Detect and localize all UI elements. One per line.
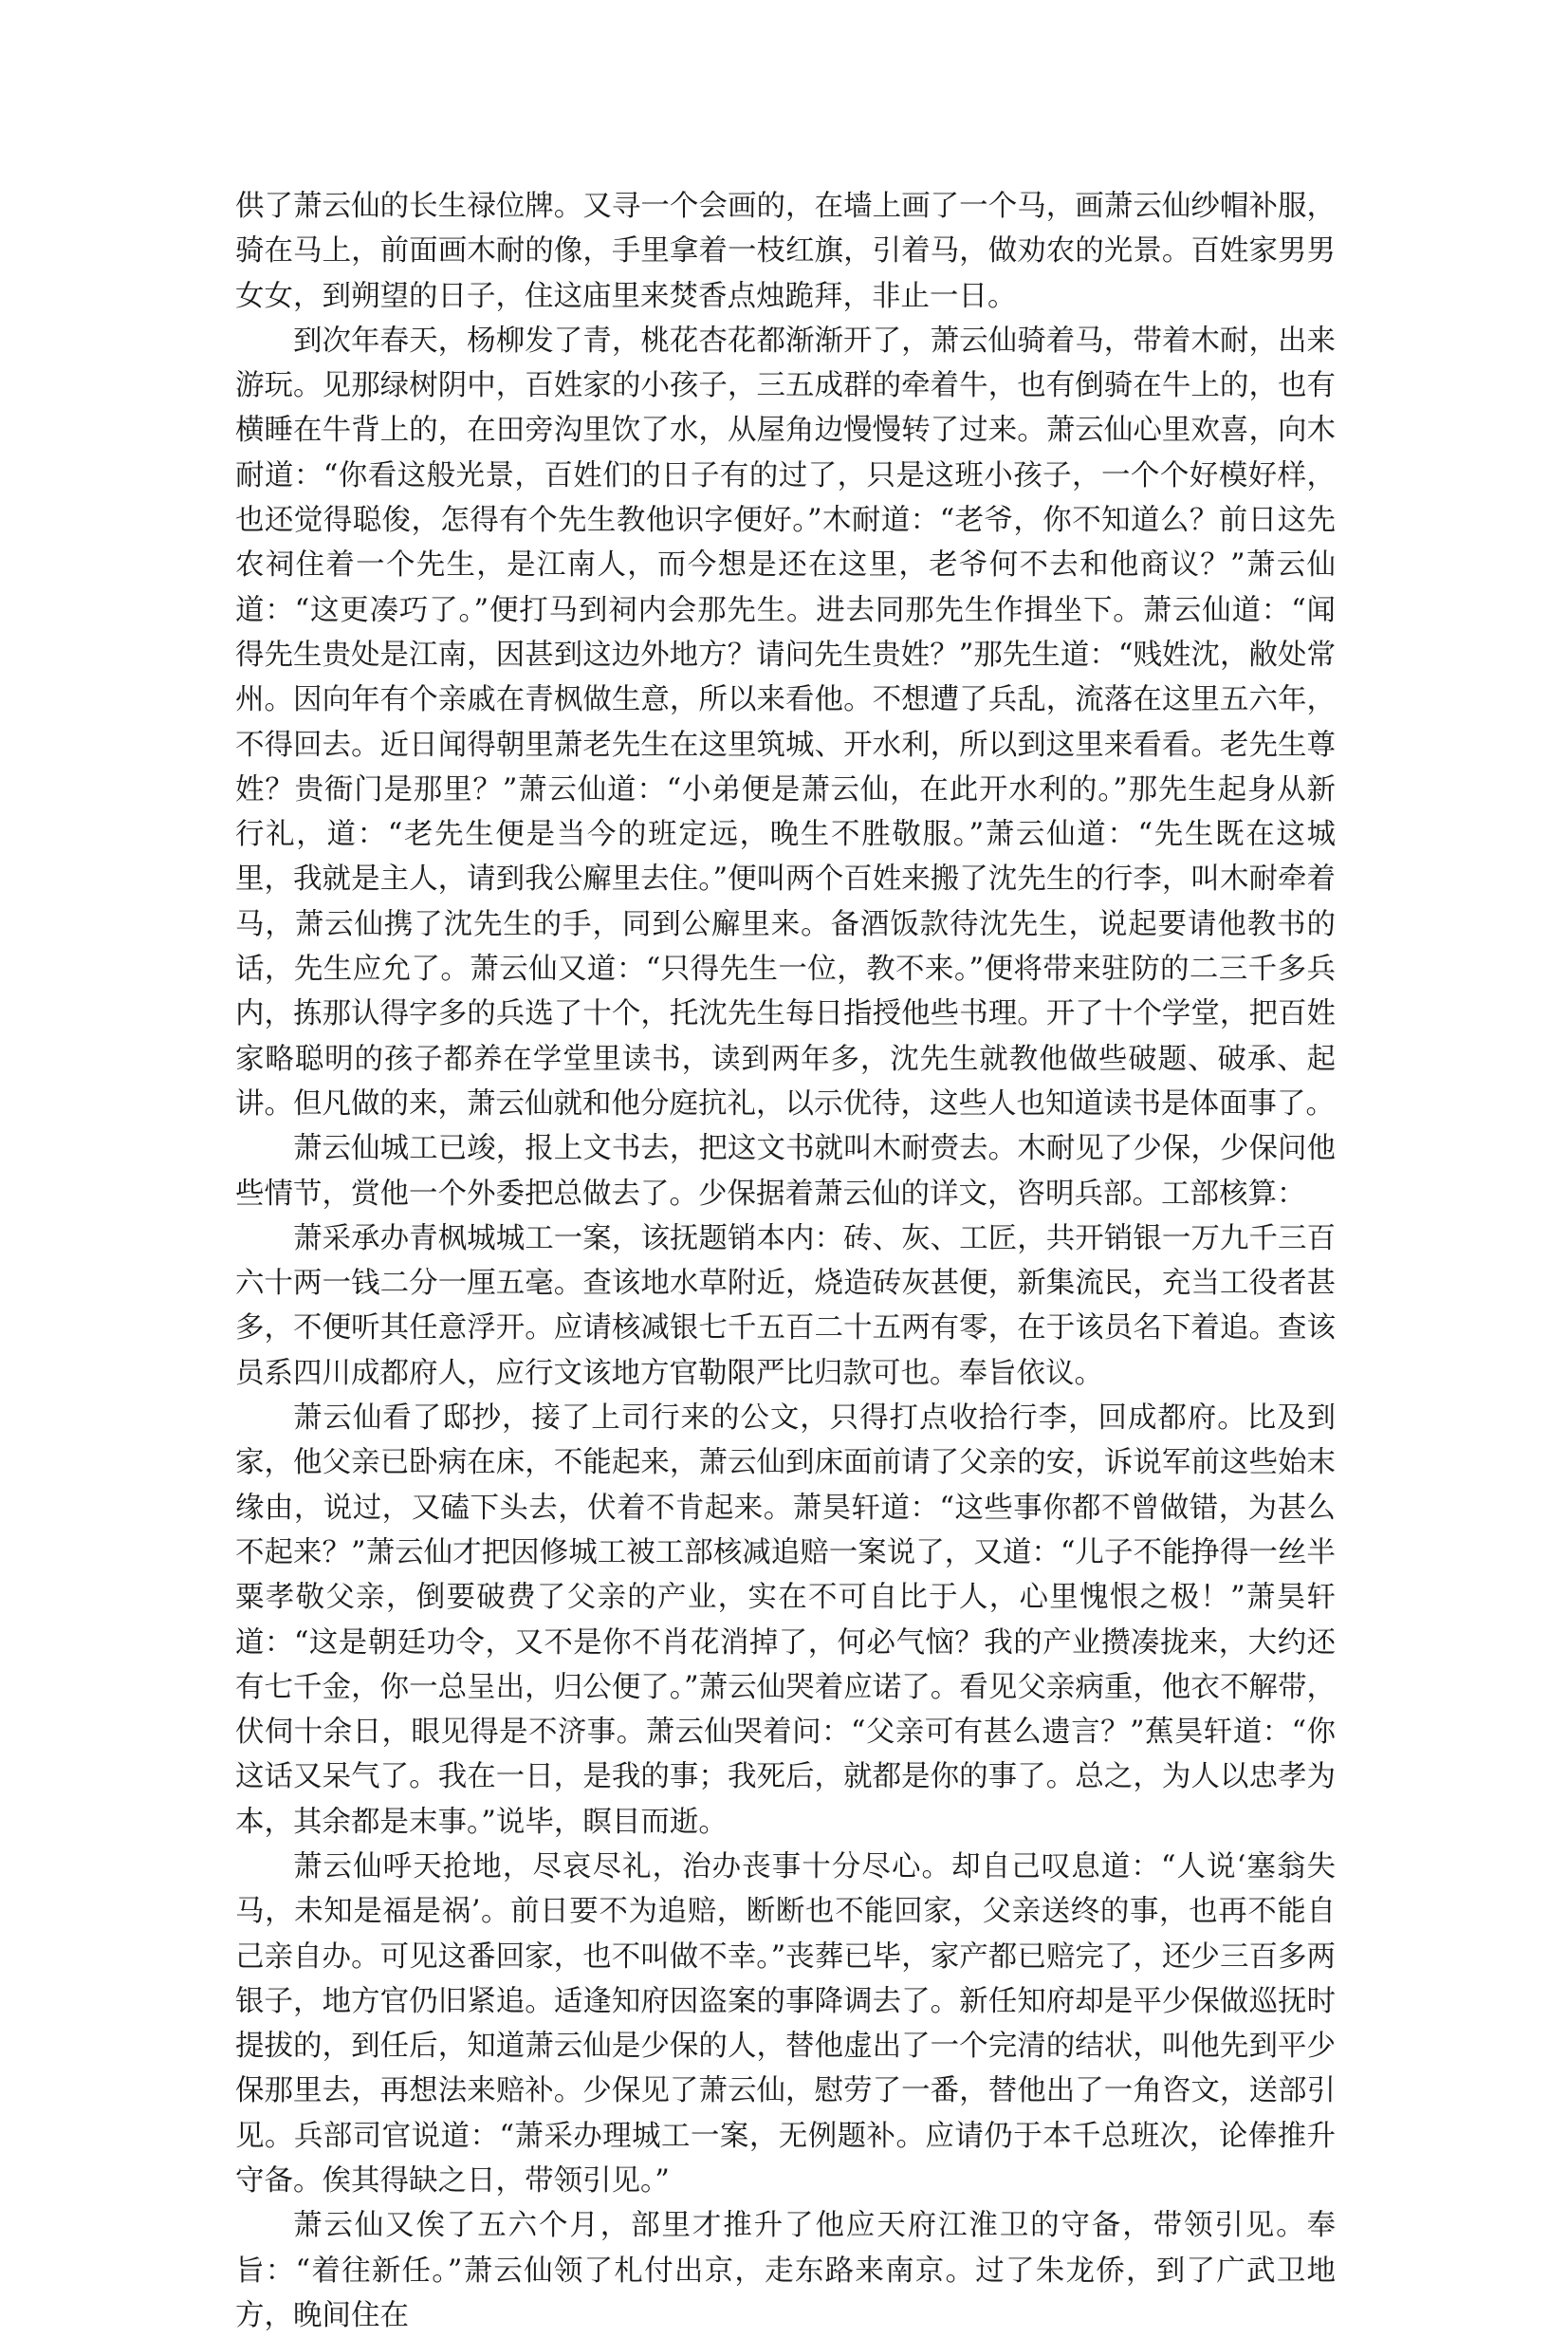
- paragraph-5: 萧云仙看了邸抄，接了上司行来的公文，只得打点收拾行李，回成都府。比及到家，他父亲已卧病在床，不能起来，萧云仙到床面前请了父亲的安，诉说军前这些始末缘由，说过，又磕下头去，伏着不肯起来。萧昊轩道：“这些事你都不曾做错，为甚么不起来？”萧云仙才把因修城工被工部核减追赔一案说了，又道：“儿子不能挣得一丝半粟孝敬父亲，倒要破费了父亲的产业，实在不可自比于人，心里愧恨之极！”萧昊轩道：“这是朝廷功令，又不是你不肖花消掉了，何必气恼？我的产业攒凑拢来，大约还有七千金，你一总呈出，归公便了。”萧云仙哭着应诺了。看见父亲病重，他衣不解带，伏伺十余日，眼见得是不济事。萧云仙哭着问：“父亲可有甚么遗言？”蕉昊轩道：“你这话又呆气了。我在一日，是我的事；我死后，就都是你的事了。总之，为人以忠孝为本，其余都是末事。”说毕，瞑目而逝。: [235, 1401, 1336, 1839]
- paragraph-1: 供了萧云仙的长生禄位牌。又寻一个会画的，在墙上画了一个马，画萧云仙纱帽补服，骑在马上，前面画木耐的像，手里拿着一枝红旗，引着马，做劝农的光景。百姓家男男女女，到朔望的日子，住这庙里来焚香点烛跪拜，非止一日。: [235, 190, 1336, 313]
- paragraph-3: 萧云仙城工已竣，报上文书去，把这文书就叫木耐赍去。木耐见了少保，少保问他些情节，赏他一个外委把总做去了。少保据着萧云仙的详文，咨明兵部。工部核算：: [235, 1132, 1336, 1211]
- paragraph-2: 到次年春天，杨柳发了青，桃花杏花都渐渐开了，萧云仙骑着马，带着木耐，出来游玩。见那绿树阴中，百姓家的小孩子，三五成群的牵着牛，也有倒骑在牛上的，也有横睡在牛背上的，在田旁沟里饮了水，从屋角边慢慢转了过来。萧云仙心里欢喜，向木耐道：“你看这般光景，百姓们的日子有的过了，只是这班小孩子，一个个好模好样，也还觉得聪俊，怎得有个先生教他识字便好。”木耐道：“老爷，你不知道么？前日这先农祠住着一个先生，是江南人，而今想是还在这里，老爷何不去和他商议？”萧云仙道：“这更凑巧了。”便打马到祠内会那先生。进去同那先生作揖坐下。萧云仙道：“闻得先生贵处是江南，因甚到这边外地方？请问先生贵姓？”那先生道：“贱姓沈，敝处常州。因向年有个亲戚在青枫做生意，所以来看他。不想遭了兵乱，流落在这里五六年，不得回去。近日闻得朝里萧老先生在这里筑城、开水利，所以到这里来看看。老先生尊姓？贵衙门是那里？”萧云仙道：“小弟便是萧云仙，在此开水利的。”那先生起身从新行礼，道：“老先生便是当今的班定远，晚生不胜敬服。”萧云仙道：“先生既在这城里，我就是主人，请到我公廨里去住。”便叫两个百姓来搬了沈先生的行李，叫木耐牵着马，萧云仙携了沈先生的手，同到公廨里来。备酒饭款待沈先生，说起要请他教书的话，先生应允了。萧云仙又道：“只得先生一位，教不来。”便将带来驻防的二三千多兵内，拣那认得字多的兵选了十个，托沈先生每日指授他些书理。开了十个学堂，把百姓家略聪明的孩子都养在学堂里读书，读到两年多，沈先生就教他做些破题、破承、起讲。但凡做的来，萧云仙就和他分庭抗礼，以示优待，这些人也知道读书是体面事了。: [235, 324, 1336, 1121]
- paragraph-6: 萧云仙呼天抢地，尽哀尽礼，治办丧事十分尽心。却自己叹息道：“人说‘塞翁失马，未知是福是祸’。前日要不为追赔，断断也不能回家，父亲送终的事，也再不能自己亲自办。可见这番回家，也不叫做不幸。”丧葬已毕，家产都已赔完了，还少三百多两银子，地方官仍旧紧追。适逢知府因盗案的事降调去了。新任知府却是平少保做巡抚时提拔的，到任后，知道萧云仙是少保的人，替他虚出了一个完清的结状，叫他先到平少保那里去，再想法来赔补。少保见了萧云仙，慰劳了一番，替他出了一角咨文，送部引见。兵部司官说道：“萧采办理城工一案，无例题补。应请仍于本千总班次，论俸推升守备。俟其得缺之日，带领引见。”: [235, 1849, 1336, 2199]
- paragraph-4-quoted-report: 萧采承办青枫城城工一案，该抚题销本内：砖、灰、工匠，共开销银一万九千三百六十两一钱二分一厘五毫。查该地水草附近，烧造砖灰甚便，新集流民，充当工役者甚多，不便听其任意浮开。应请核减银七千五百二十五两有零，在于该员名下着追。查该员系四川成都府人，应行文该地方官勒限严比归款可也。奉旨依议。: [235, 1221, 1336, 1390]
- paragraph-7: 萧云仙又俟了五六个月，部里才推升了他应天府江淮卫的守备，带领引见。奉旨：“着往新任。”萧云仙领了札付出京，走东路来南京。过了朱龙侨，到了广武卫地方，晚间住在: [235, 2209, 1336, 2332]
- body-text: [235, 184, 1336, 2338]
